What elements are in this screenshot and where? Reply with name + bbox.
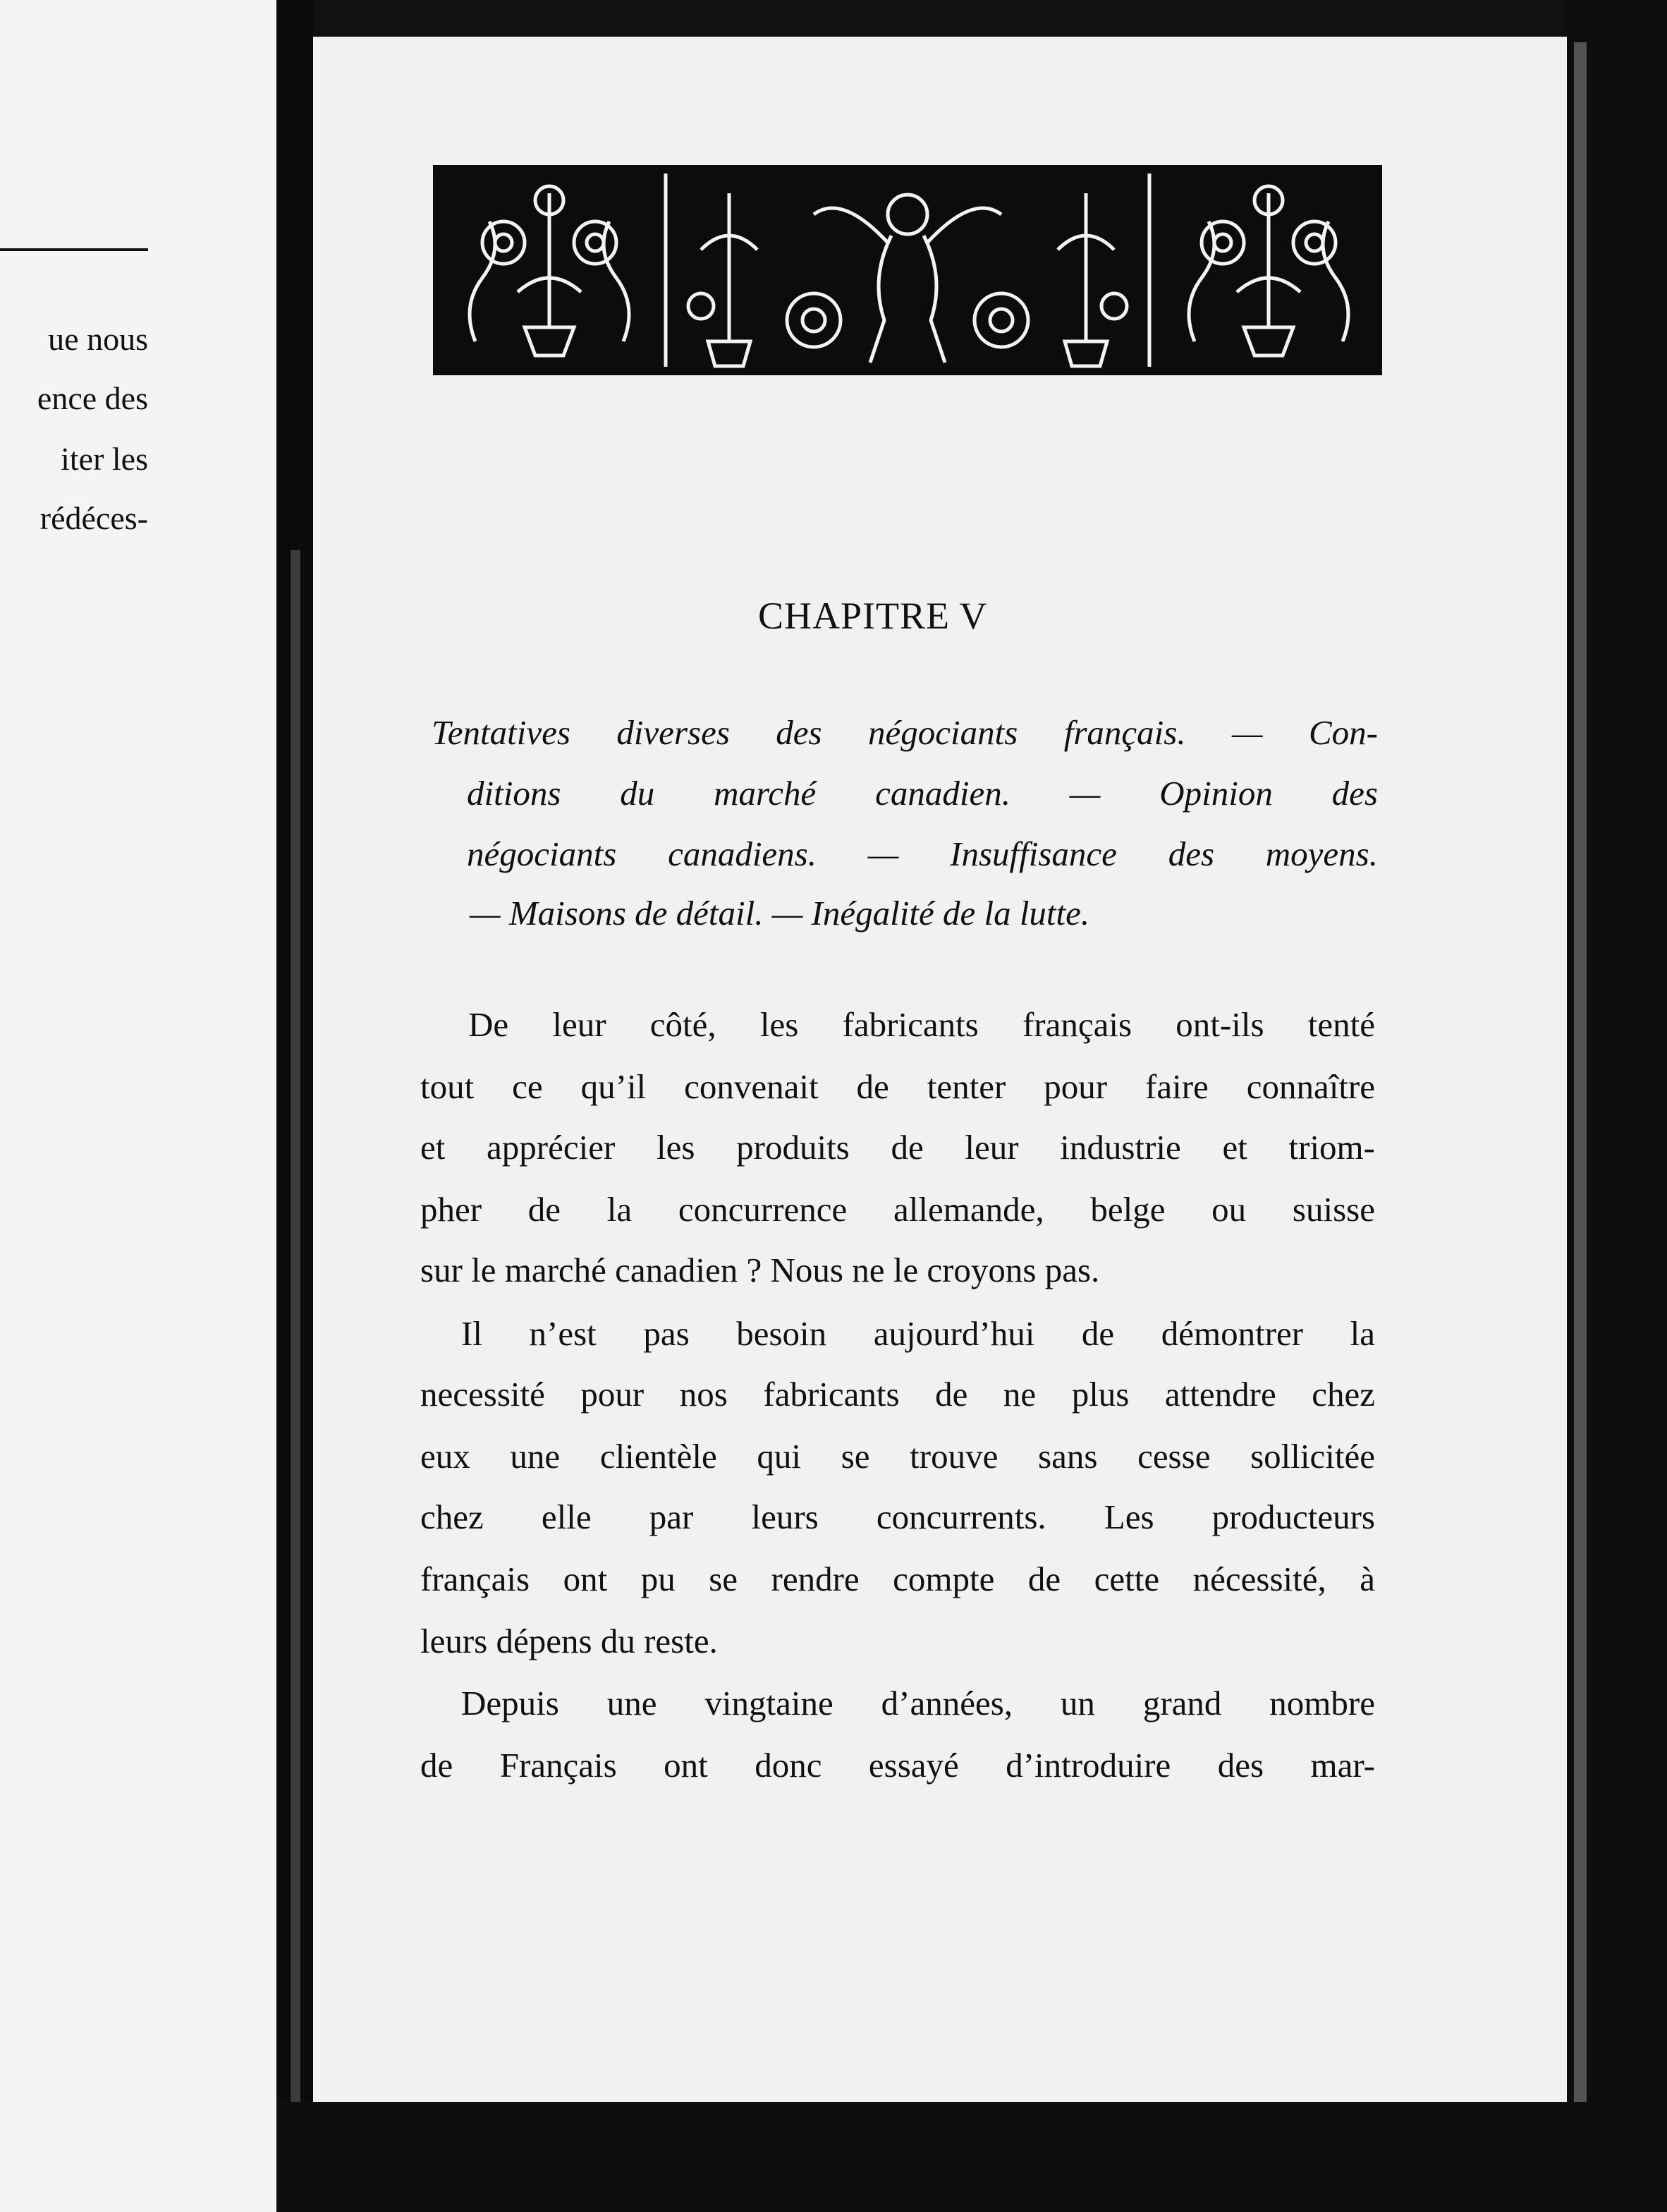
body-line: de Français ont donc essayé d’introduire des mar- xyxy=(420,1746,1375,1785)
body-line: sur le marché canadien ? Nous ne le croyons pas. xyxy=(420,1251,1100,1289)
footnote-rule xyxy=(0,248,148,251)
ornamental-headpiece xyxy=(433,165,1382,375)
body-line: pher de la concurrence allemande, belge ou suisse xyxy=(420,1190,1375,1229)
scan-border-bottom xyxy=(276,2102,1667,2212)
body-line: eux une clientèle qui se trouve sans cesse sollicitée xyxy=(420,1437,1375,1476)
body-line: et apprécier les produits de leur industrie et triom- xyxy=(420,1128,1375,1167)
scan-border-top xyxy=(313,0,1567,37)
body-line: tout ce qu’il convenait de tenter pour faire connaître xyxy=(420,1067,1375,1106)
page-edge xyxy=(1574,42,1587,2102)
summary-line: négociants canadiens. — Insuffisance des moyens. xyxy=(467,834,1378,873)
body-line: leurs dépens du reste. xyxy=(420,1622,718,1660)
gutter-shadow xyxy=(291,550,300,2102)
left-page-line: rédéces- xyxy=(39,500,148,536)
chapter-title: CHAPITRE V xyxy=(758,595,988,637)
summary-line: Tentatives diverses des négociants français. — Con- xyxy=(432,713,1378,752)
body-line: Il n’est pas besoin aujourd’hui de démontrer la xyxy=(461,1314,1375,1353)
body-line: français ont pu se rendre compte de cette nécessité, à xyxy=(420,1560,1375,1598)
summary-line: ditions du marché canadien. — Opinion des xyxy=(467,774,1378,813)
left-page-line: ue nous xyxy=(48,321,148,357)
body-line: necessité pour nos fabricants de ne plus attendre chez xyxy=(420,1375,1375,1414)
summary-line: — Maisons de détail. — Inégalité de la lutte. xyxy=(470,894,1090,932)
body-line: Depuis une vingtaine d’années, un grand nombre xyxy=(461,1684,1375,1722)
left-page-line: iter les xyxy=(61,441,148,477)
body-line: De leur côté, les fabricants français ont-ils tenté xyxy=(468,1005,1375,1044)
body-line: chez elle par leurs concurrents. Les producteurs xyxy=(420,1497,1375,1536)
left-page-line: ence des xyxy=(37,380,148,416)
left-page xyxy=(0,0,276,2212)
